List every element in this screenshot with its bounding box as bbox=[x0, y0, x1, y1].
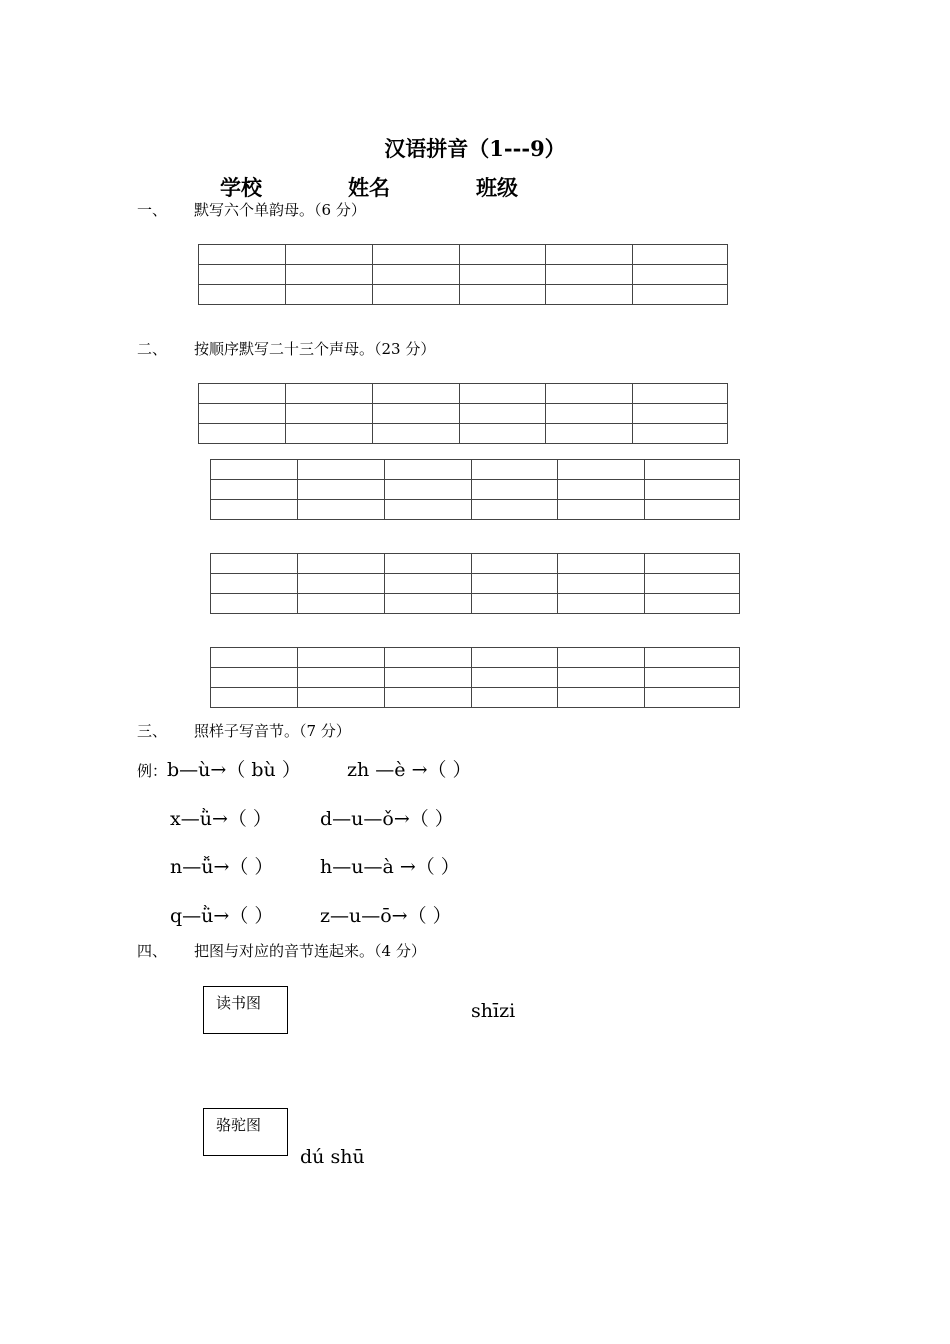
grid-cell[interactable] bbox=[645, 648, 740, 668]
grid-cell[interactable] bbox=[546, 384, 633, 404]
exercise-left-2[interactable]: n—ǚ→（ ） bbox=[170, 856, 274, 878]
grid-cell[interactable] bbox=[297, 648, 384, 668]
grid-cell[interactable] bbox=[546, 285, 633, 305]
grid-row bbox=[199, 404, 728, 424]
grid-row bbox=[199, 245, 728, 265]
picture-box-camel[interactable] bbox=[203, 1108, 288, 1156]
grid-cell[interactable] bbox=[645, 688, 740, 708]
class-field: 班级 bbox=[476, 175, 518, 200]
question-2-number: 二、 bbox=[137, 340, 168, 358]
school-field: 学校 bbox=[220, 175, 262, 200]
grid-cell[interactable] bbox=[211, 460, 298, 480]
grid-row bbox=[211, 480, 740, 500]
grid-cell[interactable] bbox=[633, 245, 728, 265]
syllable-dushu[interactable]: dú shū bbox=[300, 1146, 365, 1168]
grid-cell[interactable] bbox=[285, 424, 372, 444]
grid-cell[interactable] bbox=[558, 668, 645, 688]
grid-cell[interactable] bbox=[645, 574, 740, 594]
initials-grid-1[interactable] bbox=[198, 383, 728, 444]
question-3-text: 照样子写音节。（7 分） bbox=[194, 722, 351, 740]
grid-cell[interactable] bbox=[546, 265, 633, 285]
grid-row bbox=[199, 384, 728, 404]
grid-cell[interactable] bbox=[633, 285, 728, 305]
grid-row bbox=[211, 574, 740, 594]
exercise-left-3[interactable]: q—ǜ→（ ） bbox=[170, 905, 274, 927]
grid-cell[interactable] bbox=[211, 554, 298, 574]
grid-cell[interactable] bbox=[645, 480, 740, 500]
grid-cell[interactable] bbox=[459, 245, 546, 265]
grid-cell[interactable] bbox=[633, 424, 728, 444]
question-4-number: 四、 bbox=[137, 942, 168, 960]
example-line bbox=[137, 755, 301, 782]
page-title: 汉语拼音（1---9） bbox=[384, 136, 566, 161]
grid-cell[interactable] bbox=[384, 648, 471, 668]
grid-cell[interactable] bbox=[558, 574, 645, 594]
picture-label-reading: 读书图 bbox=[216, 994, 262, 1012]
grid-cell[interactable] bbox=[645, 500, 740, 520]
grid-cell[interactable] bbox=[297, 574, 384, 594]
grid-cell[interactable] bbox=[645, 460, 740, 480]
grid-cell[interactable] bbox=[384, 554, 471, 574]
grid-cell[interactable] bbox=[558, 480, 645, 500]
grid-cell[interactable] bbox=[199, 384, 286, 404]
grid-cell[interactable] bbox=[471, 500, 558, 520]
grid-cell[interactable] bbox=[633, 404, 728, 424]
picture-label-camel: 骆驼图 bbox=[216, 1116, 262, 1134]
grid-cell[interactable] bbox=[297, 554, 384, 574]
question-4-text: 把图与对应的音节连起来。（4 分） bbox=[194, 942, 426, 960]
grid-cell[interactable] bbox=[211, 594, 298, 614]
grid-cell[interactable] bbox=[211, 480, 298, 500]
initials-grid-4[interactable] bbox=[210, 647, 740, 708]
grid-cell[interactable] bbox=[199, 285, 286, 305]
grid-cell[interactable] bbox=[384, 460, 471, 480]
grid-cell[interactable] bbox=[297, 668, 384, 688]
grid-cell[interactable] bbox=[199, 404, 286, 424]
grid-cell[interactable] bbox=[384, 594, 471, 614]
grid-cell[interactable] bbox=[211, 648, 298, 668]
question-2 bbox=[137, 338, 435, 359]
grid-row bbox=[199, 424, 728, 444]
example-syllable-2: zh —è →（ ） bbox=[347, 759, 472, 781]
grid-cell[interactable] bbox=[384, 480, 471, 500]
grid-cell[interactable] bbox=[459, 384, 546, 404]
question-4 bbox=[137, 940, 426, 961]
grid-cell[interactable] bbox=[471, 688, 558, 708]
grid-cell[interactable] bbox=[384, 500, 471, 520]
question-3-number: 三、 bbox=[137, 722, 168, 740]
grid-cell[interactable] bbox=[372, 285, 459, 305]
grid-row bbox=[211, 460, 740, 480]
grid-row bbox=[211, 688, 740, 708]
initials-grid-2[interactable] bbox=[210, 459, 740, 520]
syllable-shizi[interactable]: shīzi bbox=[471, 1000, 516, 1022]
grid-cell[interactable] bbox=[558, 688, 645, 708]
grid-cell[interactable] bbox=[384, 688, 471, 708]
grid-cell[interactable] bbox=[199, 245, 286, 265]
grid-cell[interactable] bbox=[645, 554, 740, 574]
grid-cell[interactable] bbox=[558, 648, 645, 668]
grid-cell[interactable] bbox=[471, 554, 558, 574]
grid-cell[interactable] bbox=[297, 688, 384, 708]
grid-row bbox=[211, 500, 740, 520]
grid-cell[interactable] bbox=[372, 424, 459, 444]
grid-cell[interactable] bbox=[211, 688, 298, 708]
grid-row bbox=[199, 285, 728, 305]
grid-cell[interactable] bbox=[384, 574, 471, 594]
example-label: 例： bbox=[137, 762, 168, 780]
grid-cell[interactable] bbox=[459, 424, 546, 444]
grid-cell[interactable] bbox=[285, 384, 372, 404]
picture-box-reading[interactable] bbox=[203, 986, 288, 1034]
grid-cell[interactable] bbox=[471, 594, 558, 614]
grid-cell[interactable] bbox=[285, 404, 372, 424]
example-syllable-1: b—ù→（ bù ） bbox=[167, 759, 301, 781]
grid-cell[interactable] bbox=[471, 648, 558, 668]
question-1-number: 一、 bbox=[137, 201, 168, 219]
grid-cell[interactable] bbox=[297, 460, 384, 480]
name-field: 姓名 bbox=[348, 175, 390, 200]
grid-cell[interactable] bbox=[199, 424, 286, 444]
grid-cell[interactable] bbox=[211, 500, 298, 520]
grid-cell[interactable] bbox=[285, 265, 372, 285]
grid-cell[interactable] bbox=[471, 668, 558, 688]
grid-row bbox=[211, 554, 740, 574]
grid-cell[interactable] bbox=[384, 668, 471, 688]
grid-cell[interactable] bbox=[558, 554, 645, 574]
grid-cell[interactable] bbox=[546, 424, 633, 444]
grid-cell[interactable] bbox=[211, 574, 298, 594]
grid-cell[interactable] bbox=[297, 480, 384, 500]
grid-cell[interactable] bbox=[558, 594, 645, 614]
exercise-right-2[interactable]: h—u—à →（ ） bbox=[320, 856, 460, 878]
exercise-right-3[interactable]: z—u—ō→（ ） bbox=[320, 905, 452, 927]
question-1 bbox=[137, 199, 366, 220]
grid-cell[interactable] bbox=[558, 500, 645, 520]
grid-cell[interactable] bbox=[645, 594, 740, 614]
grid-cell[interactable] bbox=[471, 480, 558, 500]
grid-cell[interactable] bbox=[645, 668, 740, 688]
grid-cell[interactable] bbox=[558, 460, 645, 480]
grid-cell[interactable] bbox=[285, 285, 372, 305]
grid-cell[interactable] bbox=[459, 285, 546, 305]
exercise-left-1[interactable]: x—ǜ→（ ） bbox=[170, 808, 272, 830]
vowel-grid[interactable] bbox=[198, 244, 728, 305]
grid-cell[interactable] bbox=[211, 668, 298, 688]
grid-cell[interactable] bbox=[285, 245, 372, 265]
exercise-right-1[interactable]: d—u—ǒ→（ ） bbox=[320, 808, 454, 830]
question-2-text: 按顺序默写二十三个声母。（23 分） bbox=[194, 340, 436, 358]
grid-cell[interactable] bbox=[372, 245, 459, 265]
grid-row bbox=[211, 668, 740, 688]
initials-grid-3[interactable] bbox=[210, 553, 740, 614]
grid-row bbox=[211, 648, 740, 668]
grid-cell[interactable] bbox=[471, 574, 558, 594]
grid-row bbox=[211, 594, 740, 614]
grid-cell[interactable] bbox=[546, 404, 633, 424]
grid-cell[interactable] bbox=[633, 265, 728, 285]
grid-cell[interactable] bbox=[546, 245, 633, 265]
grid-cell[interactable] bbox=[459, 404, 546, 424]
grid-cell[interactable] bbox=[297, 500, 384, 520]
grid-cell[interactable] bbox=[199, 265, 286, 285]
grid-cell[interactable] bbox=[297, 594, 384, 614]
question-1-text: 默写六个单韵母。（6 分） bbox=[194, 201, 366, 219]
grid-cell[interactable] bbox=[471, 460, 558, 480]
grid-cell[interactable] bbox=[372, 384, 459, 404]
grid-cell[interactable] bbox=[372, 404, 459, 424]
grid-cell[interactable] bbox=[633, 384, 728, 404]
grid-cell[interactable] bbox=[372, 265, 459, 285]
question-3 bbox=[137, 720, 351, 741]
grid-row bbox=[199, 265, 728, 285]
grid-cell[interactable] bbox=[459, 265, 546, 285]
